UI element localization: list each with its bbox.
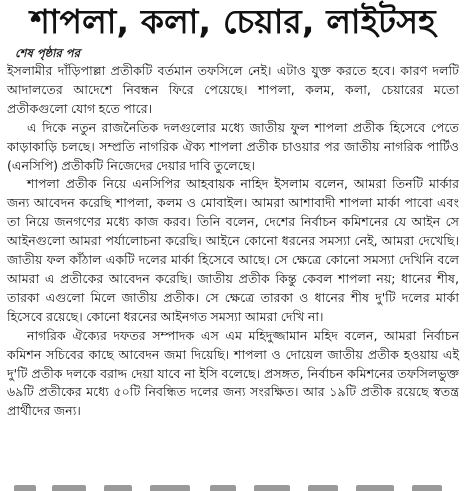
continued-from-label: শেষ পৃষ্ঠার পর bbox=[15, 46, 80, 60]
article-body bbox=[7, 62, 459, 421]
article-paragraph: নাগরিক ঐক্যের দফতর সম্পাদক এস এম মহিদুজ্জামান মহিদ বলেন, আমরা নির্বাচন কমিশন সচিবের কাছে আবেদন জমা দিয়েছি। শাপলা ও দোয়েল জাতীয় প্রতীক হওয়ায় এই দু'টি প্রতীক দলকে বরাদ্দ দেয়া যাবে না ইসি বলেছে। প্রসঙ্গত, নির্বাচন কমিশনের তফসিলভুক্ত ৬৯টি প্রতীকের মধ্যে ৫০টি নিবন্ধিত দলের জন্য সংরক্ষিত। আর ১৯টি প্রতীক রয়েছে স্বতন্ত্র প্রার্থীদের জন্য। bbox=[7, 327, 459, 419]
cropped-glyph-fragment bbox=[150, 485, 190, 491]
cropped-next-line-fragment bbox=[0, 483, 466, 491]
article-paragraph: এ দিকে নতুন রাজনৈতিক দলগুলোর মধ্যে জাতীয় ফুল শাপলা প্রতীক হিসেবে পেতে কাড়াকাড়ি চলছে। সম্প্রতি নাগরিক ঐক্য শাপলা প্রতীক চাওয়ার পর জাতীয় নাগরিক পার্টিও (এনসিপি) প্রতীকটি নিজেদের দেয়ার দাবি তুলেছে। bbox=[7, 119, 459, 173]
cropped-glyph-fragment bbox=[14, 485, 36, 491]
cropped-glyph-fragment bbox=[52, 485, 86, 491]
cropped-glyph-fragment bbox=[210, 485, 236, 491]
cropped-glyph-fragment bbox=[254, 485, 290, 491]
cropped-glyph-fragment bbox=[308, 485, 338, 491]
cropped-glyph-fragment bbox=[356, 485, 394, 491]
article-paragraph: ইসলামীর দাঁড়িপাল্লা প্রতীকটি বর্তমান তফসিলে নেই। এটাও যুক্ত করতে হবে। কারণ দলটি আদালতের আদেশে নিবন্ধন ফিরে পেয়েছে। শাপলা, কলম, কলা, চেয়ারের মতো প্রতীকগুলো যোগ হতে পারে। bbox=[7, 63, 459, 116]
article-headline: শাপলা, কলা, চেয়ার, লাইটসহ bbox=[30, 2, 436, 41]
cropped-glyph-fragment bbox=[412, 485, 442, 491]
article-paragraph: শাপলা প্রতীক নিয়ে এনসিপির আহবায়ক নাহিদ ইসলাম বলেন, আমরা তিনটি মার্কার জন্য আবেদন করেছি শাপলা, কলম ও মোবাইল। আমরা আশাবাদী শাপলা মার্কা পাবো এবং তা নিয়ে জনগণের মধ্যে কাজ করব। তিনি বলেন, দেশের নির্বাচন কমিশনের যে আইন সে আইনগুলো আমরা পর্যালোচনা করেছি। আইনে কোনো ধরনের সমস্যা নেই, আমরা দেখেছি। জাতীয় ফল কাঁঠাল একটি দলের মার্কা হিসেবে আছে। সে ক্ষেত্রে কোনো সমস্যা দেখিনি বলে আমরা এ প্রতীকের আবেদন করেছি। জাতীয় প্রতীক কিন্তু কেবল শাপলা নয়; ধানের শীষ, তারকা এগুলো মিলে জাতীয় প্রতীক। সে ক্ষেত্রে তারকা ও ধানের শীষ দু'টি দলের মার্কা হিসেবে রয়েছে। কোনো ধরনের আইনগত সমস্যা আমরা দেখি না। bbox=[7, 176, 459, 324]
cropped-glyph-fragment bbox=[104, 485, 132, 491]
